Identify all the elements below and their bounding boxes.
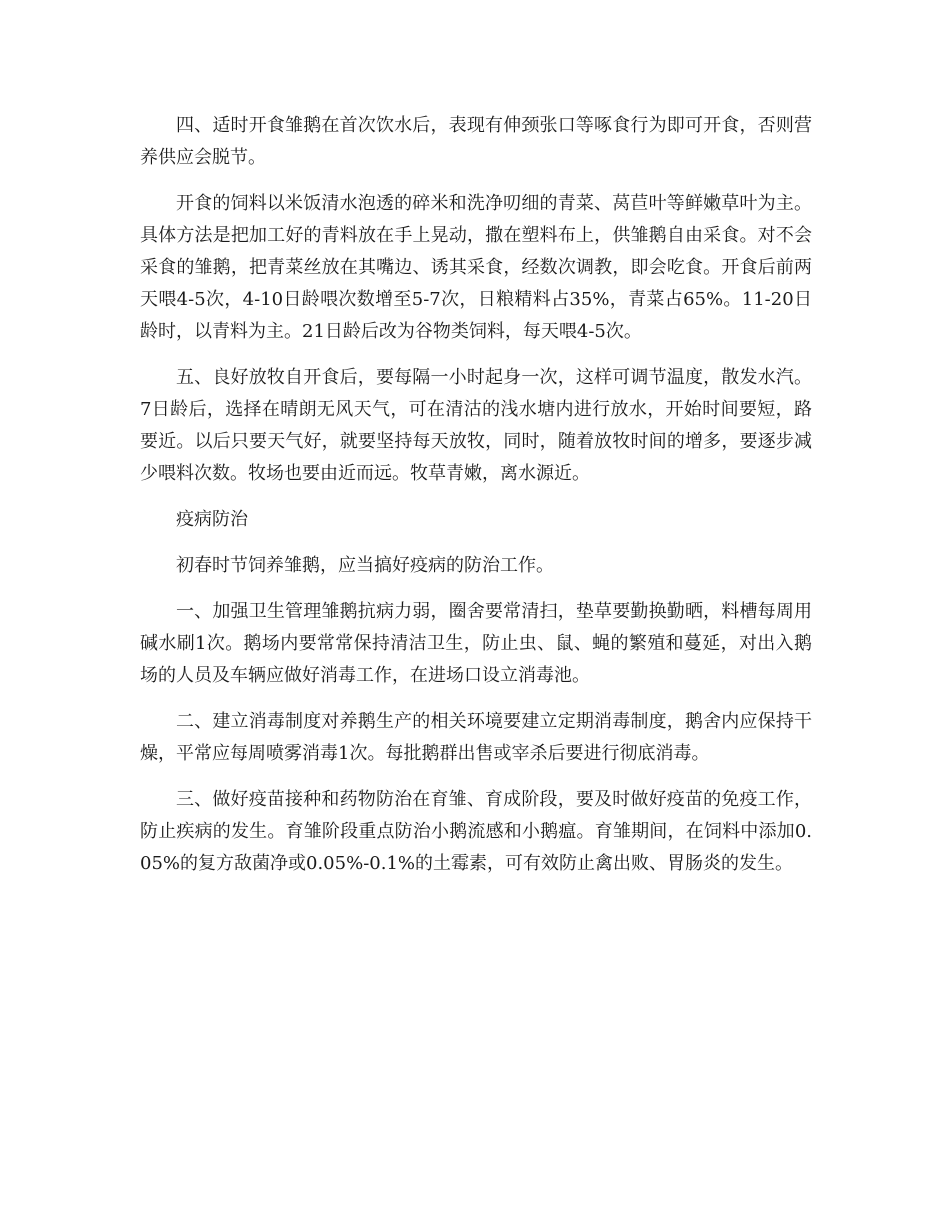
paragraph-disease-intro: 初春时节饲养雏鹅，应当搞好疫病的防治工作。: [176, 555, 554, 576]
paragraph-disinfection: 二、建立消毒制度对养鹅生产的相关环境要建立定期消毒制度，鹅舍内应保持干燥，平常应每周喷雾消毒1次。每批鹅群出售或宰杀后要进行彻底消毒。: [140, 711, 812, 764]
paragraph-vaccination: 三、做好疫苗接种和药物防治在育雏、育成阶段，要及时做好疫苗的免疫工作，防止疾病的发生。育雏阶段重点防治小鹅流感和小鹅瘟。育雏期间，在饲料中添加0.05%的复方敌菌净或0.05%-0.1%的土霉素，可有效防止禽出败、胃肠炎的发生。: [140, 789, 812, 874]
paragraph-feeding-start: 四、适时开食雏鹅在首次饮水后，表现有伸颈张口等啄食行为即可开食，否则营养供应会脱节。: [140, 115, 812, 168]
paragraph-hygiene: 一、加强卫生管理雏鹅抗病力弱，圈舍要常清扫，垫草要勤换勤晒，料槽每周用碱水刷1次。鹅场内要常常保持清洁卫生，防止虫、鼠、蝇的繁殖和蔓延，对出入鹅场的人员及车辆应做好消毒工作，在进场口设立消毒池。: [140, 601, 812, 686]
paragraph-feed-method: 开食的饲料以米饭清水泡透的碎米和洗净叨细的青菜、莴苣叶等鲜嫩草叶为主。具体方法是把加工好的青料放在手上晃动，撒在塑料布上，供雏鹅自由采食。对不会采食的雏鹅，把青菜丝放在其嘴边、诱其采食，经数次调教，即会吃食。开食后前两天喂4-5次，4-10日龄喂次数增至5-7次，日粮精料占35%，青菜占65%。11-20日龄时，以青料为主。21日龄后改为谷物类饲料，每天喂4-5次。: [140, 193, 812, 342]
document-body: [140, 110, 812, 894]
section-heading-disease: 疫病防治: [176, 509, 248, 530]
paragraph-grazing: 五、良好放牧自开食后，要每隔一小时起身一次，这样可调节温度，散发水汽。7日龄后，选择在晴朗无风天气，可在清沽的浅水塘内进行放水，开始时间要短，路要近。以后只要天气好，就要坚持每天放牧，同时，随着放牧时间的增多，要逐步减少喂料次数。牧场也要由近而远。牧草青嫩，离水源近。: [140, 367, 812, 484]
